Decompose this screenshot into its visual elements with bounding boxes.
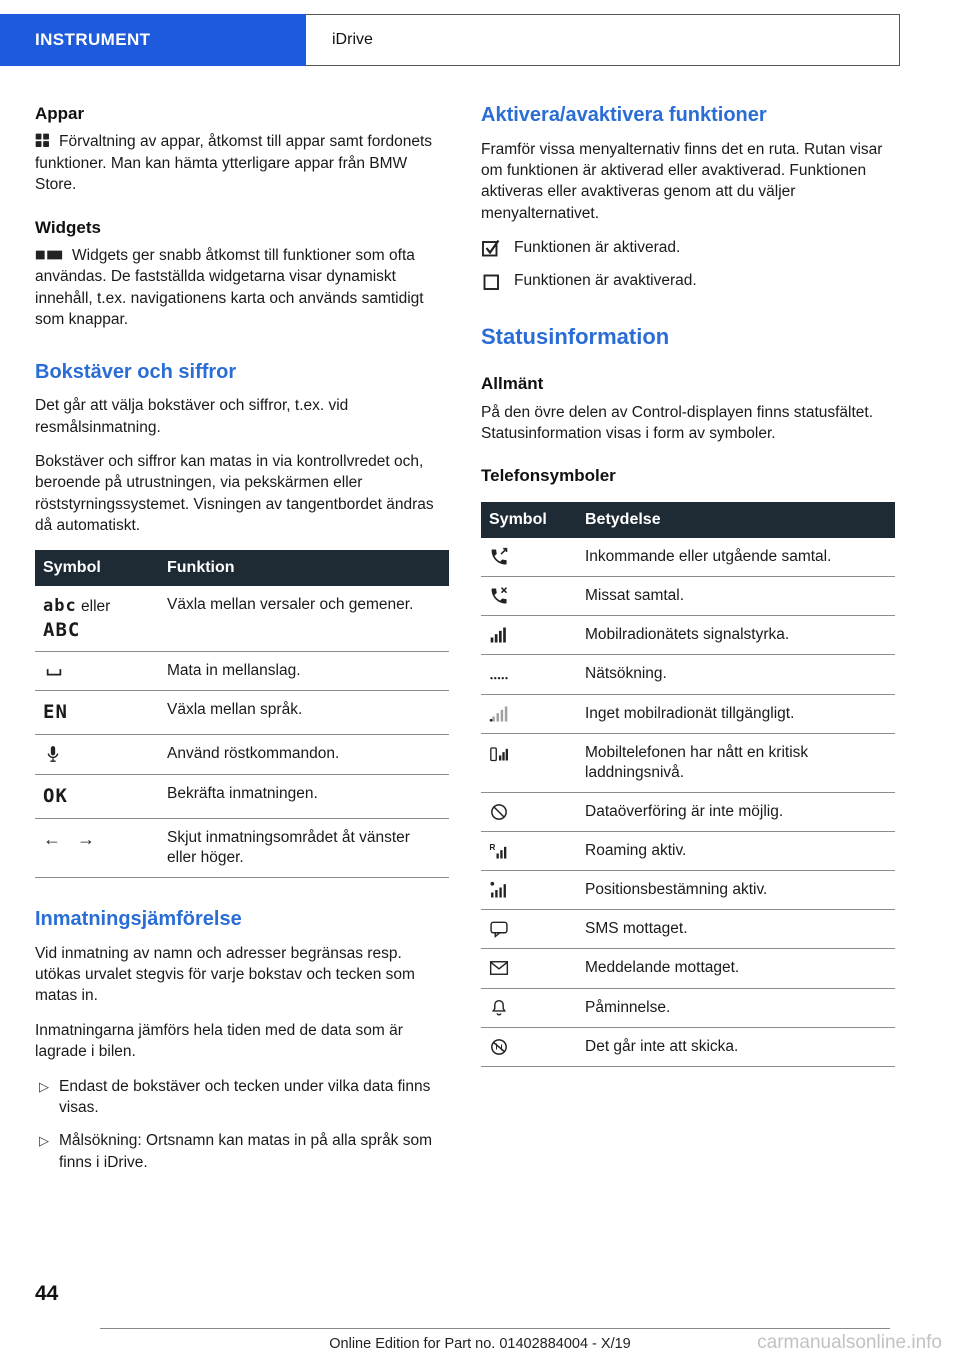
function-cell: Bekräfta inmatningen.	[155, 775, 449, 819]
ok-key: OK	[43, 785, 68, 808]
reminder-icon	[489, 998, 561, 1018]
symbol-cell	[35, 818, 155, 877]
table-row	[35, 586, 449, 651]
table-row	[481, 538, 895, 577]
message-icon	[489, 958, 561, 978]
table-row	[481, 694, 895, 733]
no-network-icon	[489, 704, 561, 724]
table-row	[481, 792, 895, 831]
right-column	[481, 96, 895, 1185]
symbol-cell	[35, 652, 155, 691]
input-paragraph-2: Inmatningarna jämförs hela tiden med de data som är lagrade i bilen.	[35, 1021, 403, 1061]
meaning-cell: Det går inte att skicka.	[573, 1027, 895, 1066]
table-row	[481, 1027, 895, 1066]
table-row	[35, 818, 449, 877]
activate-heading: Aktivera/avaktivera funktioner	[481, 104, 767, 126]
table-row	[481, 616, 895, 655]
symbol-cell	[35, 691, 155, 735]
table-row	[481, 871, 895, 910]
widgets-paragraph	[35, 245, 449, 331]
language-key: EN	[43, 701, 68, 724]
page-header	[0, 14, 900, 66]
table-row	[35, 775, 449, 819]
symbol-table	[35, 550, 449, 878]
positioning-icon	[489, 880, 561, 900]
phone-table-header-row	[481, 502, 895, 538]
meaning-cell: Mobiltelefonen har nått en kritisk laddningsnivå.	[573, 733, 895, 792]
no-data-icon	[489, 802, 561, 822]
missed-call-icon	[489, 586, 561, 606]
function-cell: Skjut inmatningsområdet åt vänster eller höger.	[155, 818, 449, 877]
phone-table-header-betydelse: Betydelse	[573, 502, 895, 538]
signal-strength-icon	[489, 625, 561, 645]
checkbox-off-row	[481, 270, 895, 291]
svg-text:R: R	[489, 842, 496, 853]
symbol-cell	[35, 735, 155, 775]
page-content	[35, 96, 925, 1185]
checkbox-on-label: Funktionen är aktiverad.	[514, 239, 681, 257]
meaning-cell: Roaming aktiv.	[573, 832, 895, 871]
function-cell: Växla mellan versaler och gemener.	[155, 586, 449, 651]
checkbox-off-label: Funktionen är avaktiverad.	[514, 272, 697, 290]
table-row	[481, 832, 895, 871]
meaning-cell: SMS mottaget.	[573, 910, 895, 949]
microphone-icon	[43, 744, 143, 765]
cannot-send-icon	[489, 1037, 561, 1057]
widgets-heading: Widgets	[35, 217, 101, 237]
symbol-table-header-funktion: Funktion	[155, 550, 449, 586]
meaning-cell: Meddelande mottaget.	[573, 949, 895, 988]
function-cell: Växla mellan språk.	[155, 691, 449, 735]
table-row	[481, 988, 895, 1027]
symbol-table-header-symbol: Symbol	[35, 550, 155, 586]
edition-note: Online Edition for Part no. 01402884004 - X/19	[329, 1336, 631, 1352]
function-cell: Mata in mellanslag.	[155, 652, 449, 691]
input-comparison-heading: Inmatningsjämförelse	[35, 908, 242, 931]
phone-table-header-symbol: Symbol	[481, 502, 573, 538]
widgets-text: Widgets ger snabb åtkomst till funktioner som ofta användas. De fastställda widgetarna visar dynamiskt innehåll, t.ex. navigationens karta och används samtidigt som knappar.	[35, 247, 424, 329]
arrows-left-right-icon: ← →	[43, 828, 95, 849]
bullet-text: ▷ Målsökning: Ortsnamn kan matas in på alla språk som finns i iDrive.	[59, 1132, 433, 1171]
appar-text: Förvaltning av appar, åtkomst till appar samt fordonets funktioner. Man kan hämta ytterligare appar från BMW Store.	[35, 133, 433, 194]
meaning-cell: Missat samtal.	[573, 577, 895, 616]
appar-paragraph	[35, 131, 449, 195]
chapter-label: INSTRUMENT	[0, 14, 305, 66]
call-icon	[489, 547, 561, 567]
apps-icon	[35, 133, 50, 148]
symbol-table-header-row	[35, 550, 449, 586]
meaning-cell: Påminnelse.	[573, 988, 895, 1027]
table-row	[481, 733, 895, 792]
checkbox-on-row	[481, 237, 895, 258]
left-column	[35, 96, 449, 1185]
section-tab	[305, 14, 900, 66]
list-item	[35, 1130, 449, 1173]
page-number: 44	[35, 1282, 59, 1305]
phone-symbol-table	[481, 502, 895, 1067]
letters-heading: Bokstäver och siffror	[35, 360, 237, 383]
meaning-cell: Inkommande eller utgående samtal.	[573, 538, 895, 577]
section-tab-label: iDrive	[332, 30, 373, 48]
allmant-heading: Allmänt	[481, 374, 544, 394]
table-row	[35, 691, 449, 735]
activate-paragraph: Framför vissa menyalternativ finns det en ruta. Rutan visar om funktionen är aktiverad eller avaktiverad. Funktionen aktiveras eller avaktiveras genom att du väljer menyalternativet.	[481, 140, 883, 222]
letters-paragraph-1: Det går att välja bokstäver och siffror, t.ex. vid resmålsinmatning.	[35, 397, 349, 436]
table-row	[35, 735, 449, 775]
roaming-icon	[489, 841, 561, 861]
input-paragraph-1: Vid inmatning av namn och adresser begränsas resp. utökas urvalet stegvis för varje bokstav och tecken som matas in.	[35, 944, 415, 1005]
checkbox-checked-icon	[481, 237, 502, 258]
watermark: carmanualsonline.info	[757, 1332, 942, 1353]
letters-paragraph-2: Bokstäver och siffror kan matas in via kontrollvredet och, beroende på utrustningen, via pekskärmen eller röststyrningssystemet. Visningen av tangentbordet ändras då automatiskt.	[35, 452, 434, 534]
space-key-icon	[43, 661, 143, 681]
table-row	[481, 655, 895, 694]
table-row	[481, 949, 895, 988]
function-cell: Använd röstkommandon.	[155, 735, 449, 775]
symbol-cell	[35, 586, 155, 651]
eller-text: eller	[81, 598, 111, 616]
checkbox-unchecked-icon	[481, 271, 502, 292]
appar-heading: Appar	[35, 104, 85, 123]
table-row	[481, 910, 895, 949]
meaning-cell: Positionsbestämning aktiv.	[573, 871, 895, 910]
symbol-cell	[35, 775, 155, 819]
meaning-cell: Inget mobilradionät tillgängligt.	[573, 694, 895, 733]
table-row	[481, 577, 895, 616]
widgets-icon	[35, 248, 63, 262]
status-heading: Statusinformation	[481, 323, 670, 349]
table-row	[35, 652, 449, 691]
abc-key: abc	[43, 596, 77, 617]
footer-rule	[100, 1328, 890, 1329]
allmant-paragraph: På den övre delen av Control-displayen finns statusfältet. Statusinformation visas i form av symboler.	[481, 403, 874, 443]
critical-battery-icon	[489, 743, 561, 763]
sms-icon	[489, 919, 561, 939]
abc-uppercase-key: ABC	[43, 618, 81, 641]
phone-symbols-heading: Telefonsymboler	[481, 466, 616, 486]
meaning-cell: Dataöverföring är inte möjlig.	[573, 792, 895, 831]
bullet-text: ▷ Endast de bokstäver och tecken under vilka data finns visas.	[59, 1077, 431, 1116]
meaning-cell: Mobilradionätets signalstyrka.	[573, 616, 895, 655]
list-item	[35, 1076, 449, 1119]
network-search-icon	[489, 664, 561, 684]
meaning-cell: Nätsökning.	[573, 655, 895, 694]
